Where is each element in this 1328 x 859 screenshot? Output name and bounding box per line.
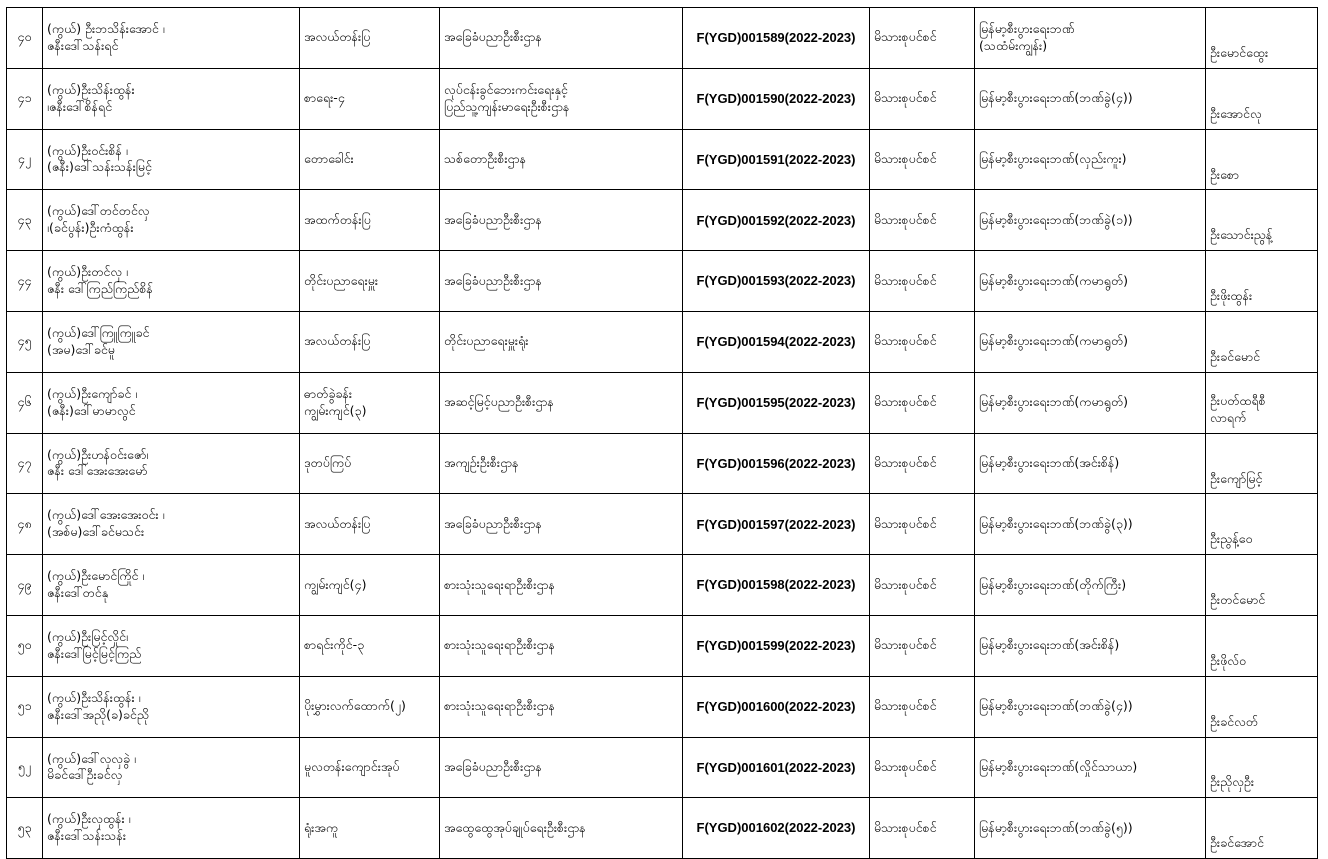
approver-cell: [1206, 737, 1318, 798]
pension-type-cell: [870, 311, 975, 372]
license-number-cell: [683, 251, 870, 312]
department-text: တိုင်းပညာရေးမှူးရုံး: [444, 333, 529, 349]
position-text: မူလတန်းကျောင်းအုပ်: [304, 759, 400, 775]
approver-cell: [1206, 676, 1318, 737]
position-text: ဓာတ်ခွဲခန်း: [304, 385, 353, 401]
approver-text: ဦးပတ်ထရီစီ: [1210, 392, 1266, 408]
license-number-cell: [683, 615, 870, 676]
license-number-cell: [683, 737, 870, 798]
row-number-text: ၄၇: [17, 455, 32, 471]
table-row: [7, 251, 1318, 312]
position-cell: [300, 676, 440, 737]
department-cell: [440, 615, 683, 676]
license-number-cell: [683, 129, 870, 190]
bank-branch-text: မြန်မာ့စီးပွားရေးဘဏ်(ဘဏ်ခွဲ(၄)): [979, 698, 1133, 714]
pension-type-text: မိသားစုပင်စင်: [874, 819, 937, 835]
pension-type-text: မိသားစုပင်စင်: [874, 759, 937, 775]
row-number-text: ၅၁: [17, 698, 32, 714]
table-row: [7, 433, 1318, 494]
position-text: အလယ်တန်းပြ: [304, 515, 371, 531]
position-text: ရုံးအကူ: [304, 819, 339, 835]
pensioner-name-text: ဇနီးဒေါ်သန်းရင်: [47, 37, 119, 53]
table-row: [7, 190, 1318, 251]
pensioner-name-cell: [43, 68, 300, 129]
row-number-cell: [7, 676, 43, 737]
row-number-cell: [7, 129, 43, 190]
pension-table-body: [7, 8, 1318, 859]
position-text: အလယ်တန်းပြ: [304, 333, 371, 349]
department-text: အခြေခံပညာဦးစီးဌာန: [444, 272, 542, 288]
pension-type-cell: [870, 676, 975, 737]
row-number-text: ၄၉: [17, 576, 32, 592]
row-number-cell: [7, 555, 43, 616]
license-number-text: F(YGD)001592(2022-2023): [696, 212, 856, 228]
approver-text: ဦးခင်မောင်: [1210, 348, 1261, 364]
approver-cell: [1206, 555, 1318, 616]
department-text: ပြည်သူ့ကျန်းမာရေးဦးစီးဌာန: [444, 98, 570, 114]
position-cell: [300, 798, 440, 859]
pension-type-cell: [870, 737, 975, 798]
row-number-cell: [7, 8, 43, 69]
pension-type-text: မိသားစုပင်စင်: [874, 211, 937, 227]
position-text: စာရင်းကိုင်-၃: [304, 637, 365, 653]
row-number-cell: [7, 190, 43, 251]
approver-cell: [1206, 311, 1318, 372]
pension-type-text: မိသားစုပင်စင်: [874, 515, 937, 531]
approver-text: ဦးအောင်လု: [1210, 105, 1262, 121]
approver-text: ဦးခင်လတ်: [1210, 713, 1258, 729]
row-number-cell: [7, 798, 43, 859]
pensioner-name-text: မိခင်ဒေါ်ဦးခင်လှ: [47, 767, 123, 783]
bank-branch-text: မြန်မာ့စီးပွားရေးဘဏ်(ဘဏ်ခွဲ(၁)): [979, 211, 1133, 227]
approver-text: ဦးဖိုလ်ဝ: [1210, 652, 1246, 668]
pensioner-name-text: (ကွယ်)ဦးကျော်ခင် ၊: [47, 385, 138, 401]
approver-text: ဦးတင်မောင်: [1210, 592, 1266, 608]
bank-branch-cell: [975, 251, 1206, 312]
license-number-text: F(YGD)001601(2022-2023): [696, 759, 856, 775]
position-cell: [300, 68, 440, 129]
pension-type-text: မိသားစုပင်စင်: [874, 272, 937, 288]
license-number-text: F(YGD)001594(2022-2023): [696, 334, 856, 350]
pension-type-cell: [870, 8, 975, 69]
table-row: [7, 129, 1318, 190]
department-cell: [440, 129, 683, 190]
row-number-cell: [7, 311, 43, 372]
license-number-cell: [683, 433, 870, 494]
department-text: အခြေခံပညာဦးစီးဌာန: [444, 515, 542, 531]
department-cell: [440, 68, 683, 129]
pensioner-name-cell: [43, 798, 300, 859]
position-cell: [300, 129, 440, 190]
bank-branch-cell: [975, 615, 1206, 676]
position-cell: [300, 190, 440, 251]
license-number-text: F(YGD)001593(2022-2023): [696, 273, 856, 289]
pension-type-text: မိသားစုပင်စင်: [874, 455, 937, 471]
pensioner-name-cell: [43, 737, 300, 798]
pension-type-text: မိသားစုပင်စင်: [874, 333, 937, 349]
bank-branch-cell: [975, 494, 1206, 555]
table-row: [7, 68, 1318, 129]
bank-branch-cell: [975, 68, 1206, 129]
bank-branch-cell: [975, 433, 1206, 494]
pension-type-cell: [870, 433, 975, 494]
row-number-text: ၄၁: [17, 90, 32, 106]
table-row: [7, 311, 1318, 372]
row-number-text: ၅၀: [17, 637, 32, 653]
pensioner-name-text: ၊(ခင်ပွန်း)ဦးကံထွန်း: [47, 220, 134, 236]
license-number-text: F(YGD)001597(2022-2023): [696, 516, 856, 532]
table-row: [7, 372, 1318, 433]
table-row: [7, 798, 1318, 859]
position-text: တောခေါင်း: [304, 151, 354, 167]
pension-type-cell: [870, 129, 975, 190]
department-cell: [440, 494, 683, 555]
bank-branch-text: (သထံမ်းကျွန်း): [979, 37, 1048, 53]
approver-cell: [1206, 8, 1318, 69]
approver-cell: [1206, 251, 1318, 312]
pensioner-name-cell: [43, 251, 300, 312]
pensioner-name-cell: [43, 494, 300, 555]
approver-cell: [1206, 129, 1318, 190]
pension-type-cell: [870, 68, 975, 129]
pensioner-name-text: ဇနီးဒေါ်မြင့်မြင့်ကြည်: [47, 645, 142, 661]
bank-branch-text: မြန်မာ့စီးပွားရေးဘဏ်(လှိုင်သာယာ): [979, 759, 1138, 775]
position-cell: [300, 737, 440, 798]
license-number-text: F(YGD)001602(2022-2023): [696, 820, 856, 836]
department-text: အကျဉ်းဦးစီးဌာန: [444, 455, 519, 471]
bank-branch-text: မြန်မာ့စီးပွားရေးဘဏ်(ကမာရွတ်): [979, 272, 1129, 288]
pension-type-cell: [870, 251, 975, 312]
approver-text: ဦးခင်အောင်: [1210, 835, 1264, 851]
pension-type-text: မိသားစုပင်စင်: [874, 29, 937, 45]
pensioner-name-text: ဇနီး ဒေါ်အေးအေးမော်: [47, 463, 148, 479]
pensioner-name-cell: [43, 311, 300, 372]
bank-branch-text: မြန်မာ့စီးပွားရေးဘဏ်(ကမာရွတ်): [979, 394, 1129, 410]
license-number-text: F(YGD)001595(2022-2023): [696, 394, 856, 410]
department-cell: [440, 433, 683, 494]
table-row: [7, 494, 1318, 555]
row-number-cell: [7, 68, 43, 129]
bank-branch-text: မြန်မာ့စီးပွားရေးဘဏ်(ဘဏ်ခွဲ(၅)): [979, 819, 1133, 835]
department-text: လုပ်ငန်းခွင်ဘေးကင်းရေးနှင့်: [444, 81, 568, 97]
row-number-text: ၄၂: [17, 151, 32, 167]
bank-branch-cell: [975, 129, 1206, 190]
approver-cell: [1206, 798, 1318, 859]
position-text: ဒုတပ်ကြပ်: [304, 455, 352, 471]
bank-branch-cell: [975, 8, 1206, 69]
position-cell: [300, 433, 440, 494]
position-text: ကျွမ်းကျင်(၃): [304, 402, 367, 418]
bank-branch-text: မြန်မာ့စီးပွားရေးဘဏ်(အင်းစိန်): [979, 637, 1120, 653]
bank-branch-text: မြန်မာ့စီးပွားရေးဘဏ်(ဘဏ်ခွဲ(၃)): [979, 515, 1133, 531]
department-cell: [440, 311, 683, 372]
pensioner-name-text: (ဇနီး)ဒေါ်သန်းသန်းမြင့်: [47, 159, 152, 175]
bank-branch-cell: [975, 737, 1206, 798]
license-number-cell: [683, 798, 870, 859]
approver-text: လာရက်: [1210, 409, 1247, 425]
position-text: ကျွမ်းကျင်(၄): [304, 576, 367, 592]
approver-text: ဦးစော: [1210, 166, 1240, 182]
pension-type-text: မိသားစုပင်စင်: [874, 637, 937, 653]
position-text: ပိုးမွှားလက်ထောက်(၂): [304, 698, 406, 714]
row-number-cell: [7, 251, 43, 312]
pensioner-name-cell: [43, 8, 300, 69]
table-row: [7, 676, 1318, 737]
license-number-text: F(YGD)001599(2022-2023): [696, 638, 856, 654]
bank-branch-text: မြန်မာ့စီးပွားရေးဘဏ်(ကမာရွတ်): [979, 333, 1129, 349]
approver-cell: [1206, 190, 1318, 251]
table-row: [7, 615, 1318, 676]
row-number-cell: [7, 372, 43, 433]
pensioner-name-cell: [43, 190, 300, 251]
approver-cell: [1206, 372, 1318, 433]
pensioner-name-text: ဇနီးဒေါ်သန်းသန်း: [47, 828, 126, 844]
pension-type-text: မိသားစုပင်စင်: [874, 394, 937, 410]
row-number-text: ၄၀: [17, 29, 32, 45]
license-number-text: F(YGD)001590(2022-2023): [696, 90, 856, 106]
department-text: အခြေခံပညာဦးစီးဌာန: [444, 759, 542, 775]
pensioner-name-text: (ကွယ်) ဦးဘသိန်းအောင် ၊: [47, 21, 165, 37]
bank-branch-cell: [975, 190, 1206, 251]
pension-type-cell: [870, 372, 975, 433]
approver-text: ဦးညိုလှဦး: [1210, 774, 1255, 790]
license-number-cell: [683, 676, 870, 737]
department-text: အခြေခံပညာဦးစီးဌာန: [444, 29, 542, 45]
license-number-cell: [683, 372, 870, 433]
position-text: အလယ်တန်းပြ: [304, 29, 371, 45]
pensioner-name-text: (ကွယ်)ဒေါ်တင်တင်လှ: [47, 203, 150, 219]
pensioner-name-text: (ဇနီး)ဒေါ်မာမာလွင်: [47, 402, 136, 418]
bank-branch-cell: [975, 372, 1206, 433]
approver-text: ဦးသောင်းညွန့်: [1210, 227, 1273, 243]
pension-type-text: မိသားစုပင်စင်: [874, 90, 937, 106]
pension-record-page: [6, 7, 1318, 859]
pensioner-name-text: ဇနီးဒေါ်အညို(ခ)ခင်ညို: [47, 706, 149, 722]
department-text: သစ်တောဦးစီးဌာန: [444, 151, 527, 167]
pensioner-name-text: (ကွယ်)ဒေါ်အေးအေးဝင်း ၊: [47, 507, 165, 523]
department-cell: [440, 555, 683, 616]
pensioner-name-cell: [43, 615, 300, 676]
pensioner-name-text: (ကွယ်)ဦးဝင်းစိန် ၊: [47, 142, 128, 158]
pension-type-text: မိသားစုပင်စင်: [874, 151, 937, 167]
department-cell: [440, 251, 683, 312]
position-text: စာရေး-၄: [304, 90, 345, 106]
department-text: အဆင့်မြင့်ပညာဦးစီးဌာန: [444, 394, 554, 410]
pensioner-name-text: ဇနီးဒေါ်တင်နု: [47, 585, 109, 601]
position-text: အထက်တန်းပြ: [304, 211, 371, 227]
pensioner-name-text: (ကွယ်)ဦးဟန်ဝင်းဇော်၊: [47, 446, 149, 462]
department-cell: [440, 190, 683, 251]
position-cell: [300, 615, 440, 676]
pension-type-cell: [870, 555, 975, 616]
position-cell: [300, 8, 440, 69]
department-text: အခြေခံပညာဦးစီးဌာန: [444, 211, 542, 227]
approver-text: ဦးညွန့်ဝေ: [1210, 531, 1253, 547]
license-number-text: F(YGD)001589(2022-2023): [696, 30, 856, 46]
license-number-cell: [683, 8, 870, 69]
position-cell: [300, 251, 440, 312]
row-number-cell: [7, 494, 43, 555]
license-number-text: F(YGD)001591(2022-2023): [696, 151, 856, 167]
row-number-text: ၄၅: [17, 333, 32, 349]
department-cell: [440, 676, 683, 737]
approver-text: ဦးကျော်မြင့်: [1210, 470, 1263, 486]
license-number-cell: [683, 190, 870, 251]
row-number-cell: [7, 433, 43, 494]
pensioner-name-text: ဇနီး ဒေါ်ကြည်ကြည်စိန်: [47, 281, 153, 297]
pensioner-name-text: (အစ်မ)ဒေါ်ခင်မသင်း: [47, 524, 145, 540]
license-number-cell: [683, 494, 870, 555]
approver-cell: [1206, 615, 1318, 676]
license-number-cell: [683, 555, 870, 616]
position-cell: [300, 372, 440, 433]
department-text: စားသုံးသူရေးရာဦးစီးဌာန: [444, 637, 555, 653]
bank-branch-cell: [975, 311, 1206, 372]
pension-table: [6, 7, 1318, 859]
row-number-text: ၄၆: [17, 394, 32, 410]
department-cell: [440, 737, 683, 798]
pensioner-name-text: (ကွယ်)ဦးမောင်ကြိုင် ၊: [47, 568, 145, 584]
pensioner-name-text: (ကွယ်)ဦးတင်လှ ၊: [47, 264, 128, 280]
approver-text: ဦးမောင်ထွေး: [1210, 44, 1269, 60]
department-text: စားသုံးသူရေးရာဦးစီးဌာန: [444, 576, 555, 592]
row-number-text: ၄၈: [17, 515, 32, 531]
pensioner-name-text: (ကွယ်)ဦးသိန်းထွန်း: [47, 81, 135, 97]
approver-text: ဦးဖိုးထွန်း: [1210, 288, 1253, 304]
pensioner-name-text: (ကွယ်)ဦးလှထွန်း ၊: [47, 811, 131, 827]
pensioner-name-cell: [43, 129, 300, 190]
department-text: စားသုံးသူရေးရာဦးစီးဌာန: [444, 698, 555, 714]
pensioner-name-text: (အမ)ဒေါ်ခင်မူ: [47, 341, 115, 357]
bank-branch-text: မြန်မာ့စီးပွားရေးဘဏ်(အင်းစိန်): [979, 455, 1120, 471]
license-number-text: F(YGD)001598(2022-2023): [696, 577, 856, 593]
department-cell: [440, 372, 683, 433]
pensioner-name-cell: [43, 433, 300, 494]
pensioner-name-text: (ကွယ်)ဦးမြင့်လှိုင်၊: [47, 628, 129, 644]
pension-type-cell: [870, 190, 975, 251]
bank-branch-text: မြန်မာ့စီးပွားရေးဘဏ်(တိုက်ကြီး): [979, 576, 1127, 592]
license-number-text: F(YGD)001600(2022-2023): [696, 698, 856, 714]
pension-type-cell: [870, 798, 975, 859]
pension-type-cell: [870, 615, 975, 676]
bank-branch-cell: [975, 798, 1206, 859]
row-number-cell: [7, 615, 43, 676]
pensioner-name-cell: [43, 555, 300, 616]
row-number-text: ၄၃: [17, 211, 32, 227]
license-number-text: F(YGD)001596(2022-2023): [696, 455, 856, 471]
pension-type-text: မိသားစုပင်စင်: [874, 698, 937, 714]
bank-branch-cell: [975, 676, 1206, 737]
bank-branch-text: မြန်မာ့စီးပွားရေးဘဏ်(လှည်းကူး): [979, 151, 1127, 167]
pensioner-name-text: (ကွယ်)ဦးသိန်းထွန်း ၊: [47, 689, 141, 705]
pensioner-name-text: (ကွယ်)ဒေါ်လှလှခွဲ ၊: [47, 750, 136, 766]
table-row: [7, 555, 1318, 616]
bank-branch-cell: [975, 555, 1206, 616]
pension-type-text: မိသားစုပင်စင်: [874, 576, 937, 592]
department-cell: [440, 8, 683, 69]
position-cell: [300, 555, 440, 616]
bank-branch-text: မြန်မာ့စီးပွားရေးဘဏ်(ဘဏ်ခွဲ(၄)): [979, 90, 1133, 106]
pensioner-name-text: (ကွယ်)ဒေါ်ကြူကြူခင်: [47, 325, 150, 340]
pensioner-name-text: ၊ဇနီးဒေါ်စိန်ရင်: [47, 98, 113, 114]
pensioner-name-cell: [43, 676, 300, 737]
pension-type-cell: [870, 494, 975, 555]
table-row: [7, 8, 1318, 69]
table-row: [7, 737, 1318, 798]
approver-cell: [1206, 494, 1318, 555]
position-text: တိုင်းပညာရေးမှူး: [304, 272, 379, 288]
position-cell: [300, 311, 440, 372]
pensioner-name-cell: [43, 372, 300, 433]
position-cell: [300, 494, 440, 555]
row-number-text: ၄၄: [17, 272, 32, 288]
approver-cell: [1206, 433, 1318, 494]
approver-cell: [1206, 68, 1318, 129]
row-number-cell: [7, 737, 43, 798]
row-number-text: ၅၂: [17, 759, 32, 775]
department-text: အထွေထွေအုပ်ချုပ်ရေးဦးစီးဌာန: [444, 819, 586, 835]
bank-branch-text: မြန်မာ့စီးပွားရေးဘဏ်: [979, 21, 1075, 37]
department-cell: [440, 798, 683, 859]
license-number-cell: [683, 311, 870, 372]
row-number-text: ၅၃: [17, 819, 32, 835]
license-number-cell: [683, 68, 870, 129]
